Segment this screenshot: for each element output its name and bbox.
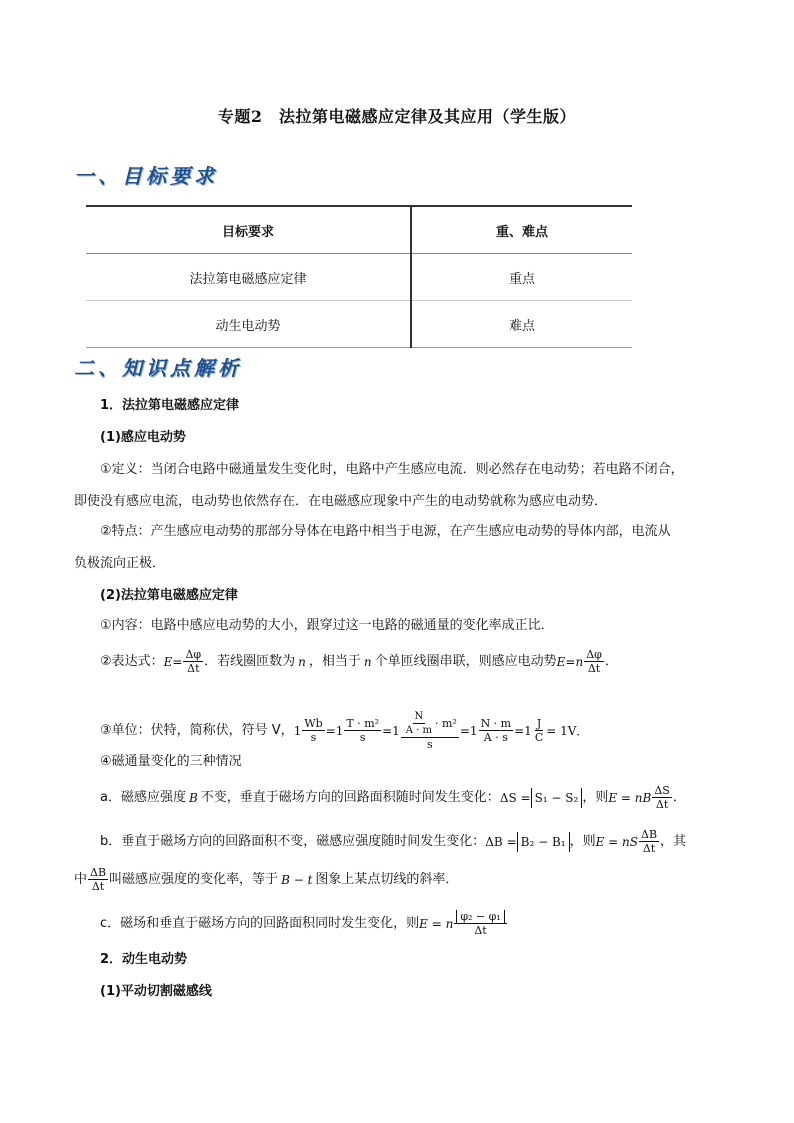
fraction-j-c: $\frac{J}{C}$ <box>534 717 544 744</box>
case-b-line1: b．垂直于磁场方向的回路面积不变，磁感应强度随时间发生变化： ΔB = B₂ − B₁ ，则 E = nS $\frac{\Delta B}{\Delta t}$ ，其 <box>100 828 687 855</box>
units-prefix: ③单位：伏特，简称伏，符号 V， <box>100 722 294 738</box>
fraction-db-dt: $\frac{\Delta B}{\Delta t}$ <box>641 828 658 855</box>
case-a: a．磁感应强度 B 不变，垂直于磁场方向的回路面积随时间发生变化： ΔS = S₁ − S₂ ，则 E = nB $\frac{\Delta S}{\Delta t}$ ． <box>100 784 686 811</box>
paragraph-definition-line1: ①定义：当闭合电路中磁通量发生变化时，电路中产生感应电流．则必然存在电动势；若电路不闭合， <box>100 462 684 477</box>
paragraph-feature-line1: ②特点：产生感应电动势的那部分导体在电路中相当于电源，在产生感应电动势的导体内部，电流从 <box>100 524 671 539</box>
formula-E: E <box>163 654 173 669</box>
paragraph-units: ③单位：伏特，简称伏，符号 V， 1 $\frac{Wb}{s}$ = 1 $\frac{\text{T · m²}}{s}$ = 1 $\frac{N}{A \cdot m}$ · m² s = 1 $\frac{N \cdot m}{A \cdot s}$ = 1 $\frac{J}{C}$ = 1V． <box>100 711 589 751</box>
section-heading-goals: 一、目标要求 <box>74 164 218 188</box>
fraction-ds-dt: $\frac{\Delta S}{\Delta t}$ <box>654 784 670 811</box>
subheading-translational-cutting: (1)平动切割磁感线 <box>100 984 212 999</box>
paragraph-feature-line2: 负极流向正极． <box>74 556 166 571</box>
paragraph-cases: ④磁通量变化的三种情况 <box>100 754 242 769</box>
fraction-dphi-abs-dt: $\frac{\text{φ₂ − φ₁}}{\Delta t}$ <box>454 910 506 937</box>
case-c: c．磁场和垂直于磁场方向的回路面积同时发生变化，则 E = n $\frac{\text{φ₂ − φ₁}}{\Delta t}$ <box>100 910 508 937</box>
table-cell: 难点 <box>411 301 632 348</box>
fraction-nested-newton: $\frac{N}{A \cdot m}$ · m² s <box>401 710 459 751</box>
page-title: 专题2 法拉第电磁感应定律及其应用（学生版） <box>217 107 577 126</box>
table-cell: 动生电动势 <box>86 301 411 348</box>
fraction-nm-as: $\frac{N \cdot m}{A \cdot s}$ <box>480 717 512 744</box>
fraction-db-dt: $\frac{\Delta B}{\Delta t}$ <box>90 866 107 893</box>
fraction-dphi-dt: $\frac{\Delta\varphi}{\Delta t}$ <box>185 648 202 675</box>
goals-table <box>86 205 632 348</box>
formula-eq: = <box>172 654 183 669</box>
table-row <box>86 254 632 301</box>
fraction-tm2-s: $\frac{\text{T · m²}}{s}$ <box>346 717 380 744</box>
heading-motional-emf: 2．动生电动势 <box>100 952 188 967</box>
paragraph-expression: ②表达式： E = $\frac{\Delta\varphi}{\Delta t}$ ．若线圈匝数为 n ，相当于 n 个单匝线圈串联，则感应电动势 E = n $\frac{\Delta\varphi}{\Delta t}$ ． <box>100 648 618 675</box>
fraction-wb-s: $\frac{Wb}{s}$ <box>304 717 323 744</box>
formula-n: n <box>363 654 372 669</box>
paragraph-definition-line2: 即使没有感应电流，电动势也依然存在．在电磁感应现象中产生的电动势就称为感应电动势． <box>74 494 608 509</box>
table-cell: 重点 <box>411 254 632 301</box>
expression-prefix: ②表达式： <box>100 653 164 669</box>
formula-n: n <box>298 654 306 669</box>
expression-text: ，相当于 <box>308 653 361 669</box>
paragraph-content: ①内容：电路中感应电动势的大小，跟穿过这一电路的磁通量的变化率成正比． <box>100 618 554 633</box>
section-heading-knowledge: 二、知识点解析 <box>74 356 242 380</box>
table-cell: 法拉第电磁感应定律 <box>86 254 411 301</box>
expression-text: ．若线圈匝数为 <box>204 653 296 669</box>
heading-faraday-law: 1．法拉第电磁感应定律 <box>100 398 240 413</box>
table-header-cell: 重、难点 <box>411 206 632 254</box>
abs-value: S₁ − S₂ <box>531 788 583 808</box>
case-b-line2: 中 $\frac{\Delta B}{\Delta t}$ 叫磁感应强度的变化率，等于 B − t 图象上某点切线的斜率． <box>74 866 459 893</box>
subheading-faraday-law: (2)法拉第电磁感应定律 <box>100 588 238 603</box>
expression-text: 个单匝线圈串联，则感应电动势 <box>374 653 557 669</box>
abs-value: B₂ − B₁ <box>517 832 570 852</box>
table-row <box>86 301 632 348</box>
fraction-dphi-dt: $\frac{\Delta\varphi}{\Delta t}$ <box>586 648 602 675</box>
table-header-cell: 目标要求 <box>86 206 411 254</box>
table-header-row <box>86 206 632 254</box>
formula-E: E <box>556 654 566 669</box>
subheading-induced-emf: (1)感应电动势 <box>100 430 186 445</box>
